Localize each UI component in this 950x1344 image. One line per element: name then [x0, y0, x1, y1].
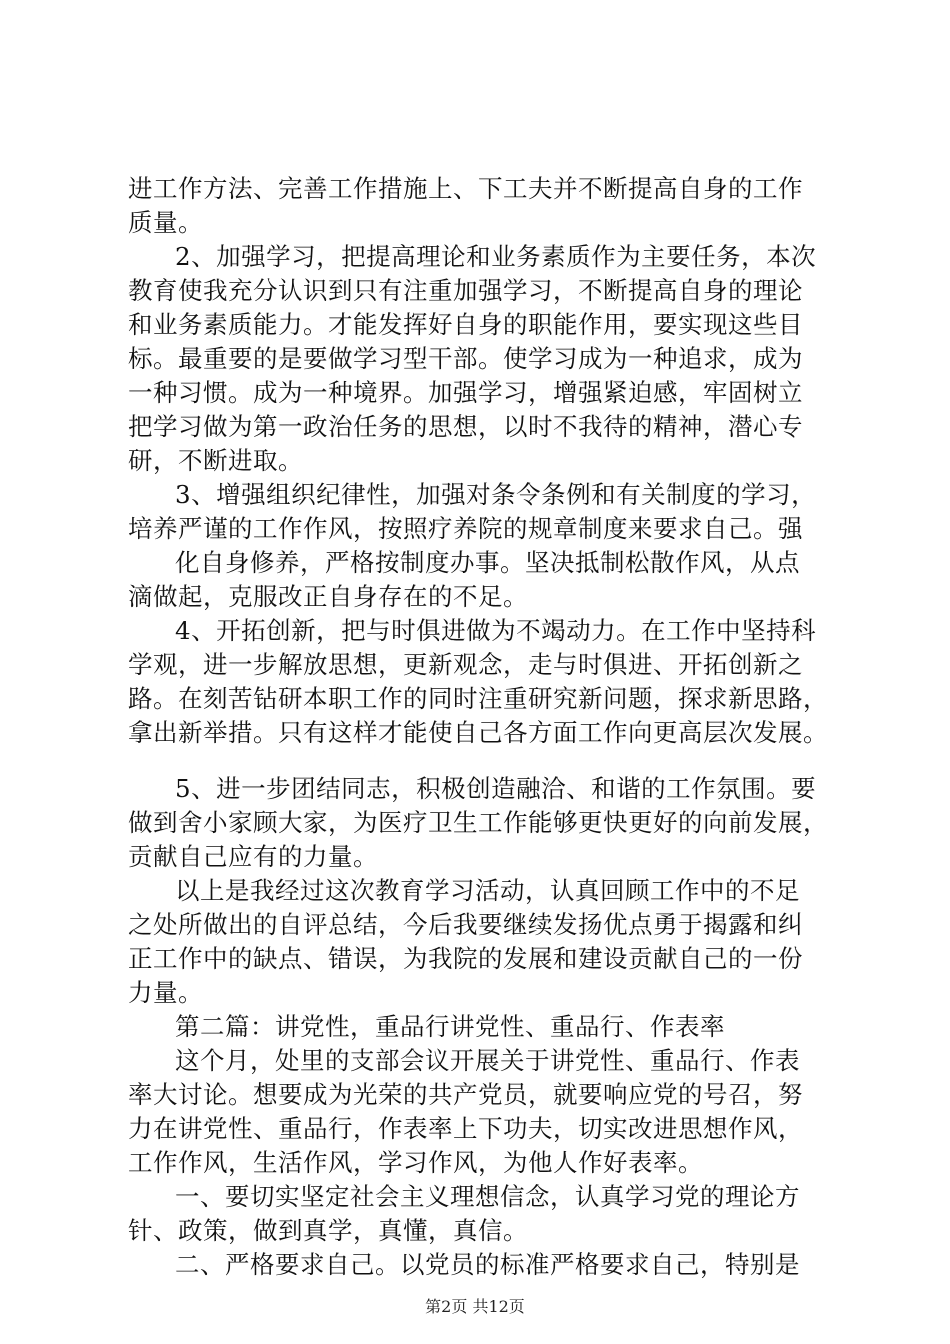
text-line: 3、增强组织纪律性，加强对条令条例和有关制度的学习，: [175, 480, 817, 509]
text-line: 力量。: [128, 978, 203, 1007]
text-line: 研，不断进取。: [128, 446, 303, 475]
text-line: 率大讨论。想要成为光荣的共产党员，就要响应党的号召，努: [128, 1080, 803, 1109]
text-line: 路。在刻苦钻研本职工作的同时注重研究新问题，探求新思路，: [128, 684, 828, 713]
text-line: 培养严谨的工作作风，按照疗养院的规章制度来要求自己。强: [128, 514, 803, 543]
text-line: 质量。: [128, 208, 203, 237]
text-line: 一、要切实坚定社会主义理想信念，认真学习党的理论方: [175, 1182, 800, 1211]
text-line: 正工作中的缺点、错误，为我院的发展和建设贡献自己的一份: [128, 944, 803, 973]
text-line: 和业务素质能力。才能发挥好自身的职能作用，要实现这些目: [128, 310, 803, 339]
text-line: 4、开拓创新，把与时俱进做为不竭动力。在工作中坚持科: [175, 616, 817, 645]
text-line: 之处所做出的自评总结，今后我要继续发扬优点勇于揭露和纠: [128, 910, 803, 939]
text-line: 以上是我经过这次教育学习活动，认真回顾工作中的不足: [175, 876, 800, 905]
text-line: 进工作方法、完善工作措施上、下工夫并不断提高自身的工作: [128, 174, 803, 203]
text-line: 针、政策，做到真学，真懂，真信。: [128, 1216, 528, 1245]
text-line: 标。最重要的是要做学习型干部。使学习成为一种追求，成为: [128, 344, 803, 373]
page-number-footer: 第2页 共12页: [425, 1297, 525, 1316]
text-line: 学观，进一步解放思想，更新观念，走与时俱进、开拓创新之: [128, 650, 803, 679]
text-line: 拿出新举措。只有这样才能使自己各方面工作向更高层次发展。: [128, 718, 828, 747]
text-line: 做到舍小家顾大家，为医疗卫生工作能够更快更好的向前发展，: [128, 808, 828, 837]
text-line: 一种习惯。成为一种境界。加强学习，增强紧迫感，牢固树立: [128, 378, 803, 407]
text-line: 工作作风，生活作风，学习作风，为他人作好表率。: [128, 1148, 703, 1177]
text-line: 二、严格要求自己。以党员的标准严格要求自己，特别是: [175, 1250, 800, 1279]
text-line: 滴做起，克服改正自身存在的不足。: [128, 582, 528, 611]
text-line: 化自身修养，严格按制度办事。坚决抵制松散作风，从点: [175, 548, 800, 577]
text-line: 把学习做为第一政治任务的思想，以时不我待的精神，潜心专: [128, 412, 803, 441]
section-heading: 第二篇：讲党性，重品行讲党性、重品行、作表率: [175, 1012, 725, 1041]
text-line: 贡献自己应有的力量。: [128, 842, 378, 871]
text-line: 2、加强学习，把提高理论和业务素质作为主要任务，本次: [175, 242, 817, 271]
text-line: 5、进一步团结同志，积极创造融洽、和谐的工作氛围。要: [175, 774, 817, 803]
text-line: 力在讲党性、重品行，作表率上下功夫，切实改进思想作风，: [128, 1114, 803, 1143]
text-line: 教育使我充分认识到只有注重加强学习，不断提高自身的理论: [128, 276, 803, 305]
text-line: 这个月，处里的支部会议开展关于讲党性、重品行、作表: [175, 1046, 800, 1075]
